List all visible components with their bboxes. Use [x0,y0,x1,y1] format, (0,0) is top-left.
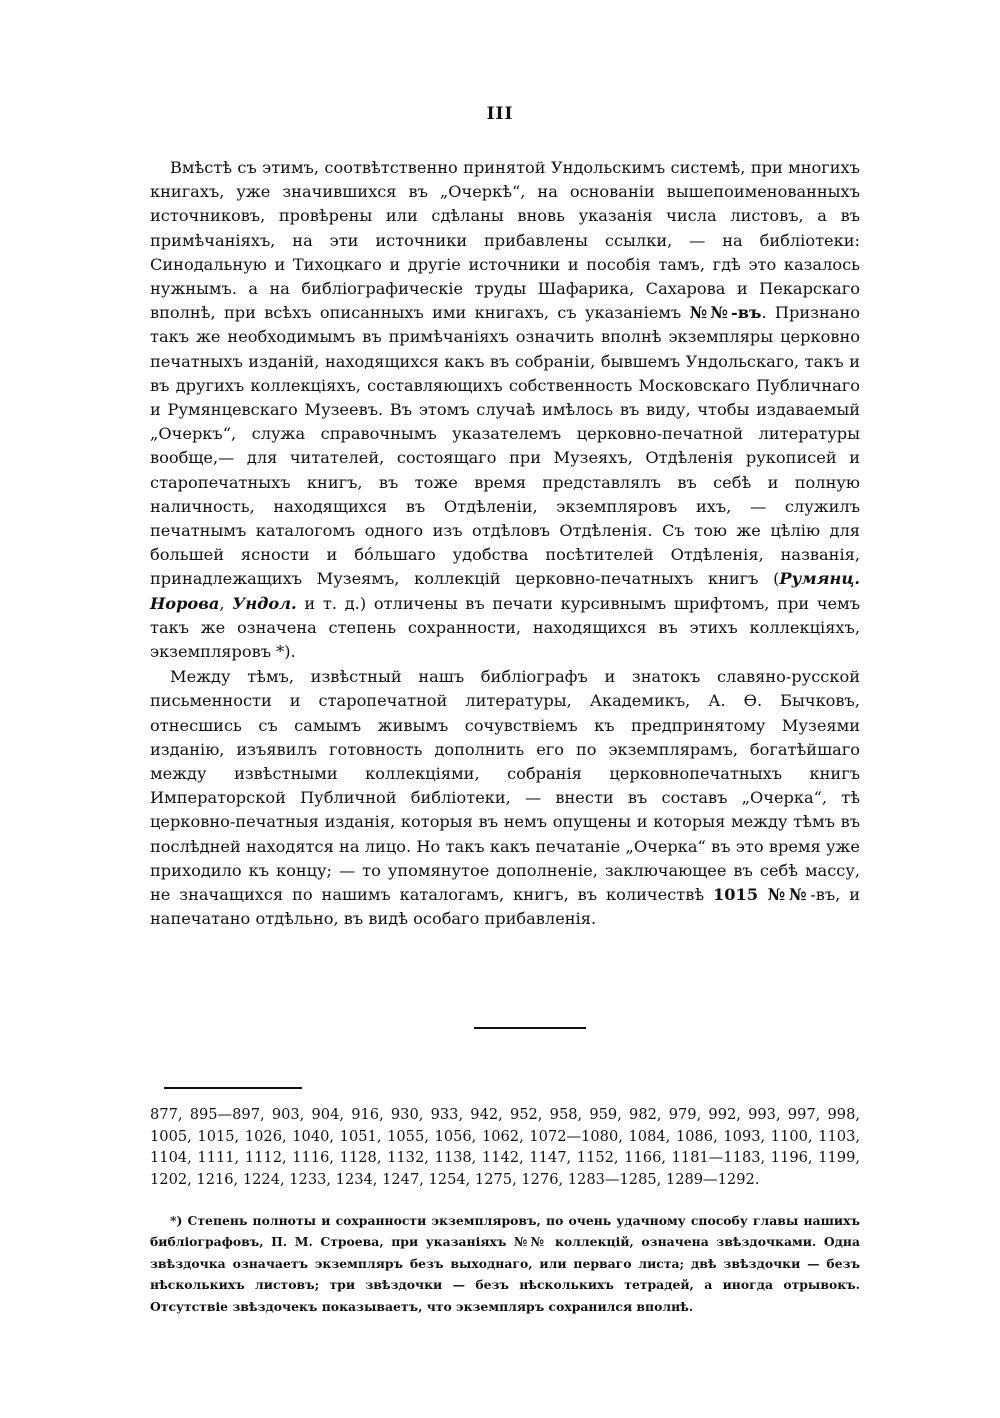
collection-name-undol: Ундол. [232,593,297,613]
footnote-asterisk: *) Степень полноты и сохранности экземпляровъ, по очень удачному способу главы нашихъ библіографовъ, П. М. Строева, при указаніяхъ №№ коллекцій, означена звѣздочками. Одна звѣздочка означаетъ экземпляръ безъ выходнаго, или перваго листа; двѣ звѣздочки — безъ нѣсколькихъ листовъ; три звѣздочки — безъ нѣсколькихъ тетрадей, а иногда отрывокъ. Отсутствіе звѣздочекъ показываетъ, что экземпляръ сохранился вполнѣ. [150,1213,860,1314]
numero-reference: №№-въ [689,303,762,323]
footnote-separator-rule [164,1087,302,1089]
count-1015: 1015 №№ [713,885,811,905]
paragraph-1-text-e: , [219,593,233,613]
section-end-rule [474,1027,586,1029]
collection-name-rumyants-norova: Румянц. Норова [150,569,860,613]
footnote-continuation: 877, 895—897, 903, 904, 916, 930, 933, 942, 952, 958, 959, 982, 979, 992, 993, 997, 998, 1005, 1015, 1026, 1040, 1051, 1055, 1056, 1062, 1072—1080, 1084, 1086, 1093, 1100, 1103, 1104, 1111, 1112, 1116, 1128, 1132, 1138, 1142, 1147, 1152, 1166, 1181—1183, 1196, 1199, 1202, 1216, 1224, 1233, 1234, 1247, 1254, 1275, 1276, 1283—1285, 1289—1292. [150,1106,860,1188]
paragraph-1-text-g: и т. д.) отличены въ печати курсивнымъ шрифтомъ, при чемъ такъ же означена степень сохранности, находящихся въ этихъ коллекціяхъ, экземпляровъ *). [150,593,860,662]
paragraph-1 [150,156,860,664]
main-text [150,156,860,932]
paragraph-1-text-a: Вмѣстѣ съ этимъ, соотвѣтственно принятой Ундольскимъ системѣ, при многихъ книгахъ, уже значившихся въ „Очеркѣ“, на основаніи вышепоименованныхъ источниковъ, провѣрены или сдѣланы вновь указанія числа листовъ, а въ примѣчаніяхъ, на эти источники прибавлены ссылки, — на библіотеки: Синодальную и Тихоцкаго и другіе источники и пособія тамъ, гдѣ это казалось нужнымъ. а на библіографическіе труды Шафарика, Сахарова и Пекарскаго вполнѣ, при всѣхъ описанныхъ ими книгахъ, съ указаніемъ [150,158,860,323]
paragraph-2 [150,665,860,931]
paragraph-2-text-c: -въ, и напечатано отдѣльно, въ видѣ особаго прибавленія. [150,885,860,929]
paragraph-2-text-a: Между тѣмъ, извѣстный нашъ библіографъ и знатокъ славяно-русской письменности и старопечатной литературы, Академикъ, А. Ѳ. Бычковъ, отнесшись съ самымъ живымъ сочувствіемъ къ предпринятому Музеями изданію, изъявилъ готовность дополнить его по экземплярамъ, богатѣйшаго между извѣстными коллекціями, собранія церковнопечатныхъ книгъ Императорской Публичной библіотеки, — внести въ составъ „Очерка“, тѣ церковно-печатныя изданія, которыя въ немъ опущены и которыя между тѣмъ въ послѣдней находятся на лицо. Но такъ какъ печатаніе „Очерка“ въ это время уже приходило къ концу; — то упомянутое дополненіе, заключающее въ себѣ массу, не значащихся по нашимъ каталогамъ, книгъ, въ количествѣ [150,667,860,905]
page-number: III [486,104,514,124]
paragraph-1-text-c: . Признано такъ же необходимымъ въ примѣчаніяхъ означить вполнѣ экземпляры церковно печатныхъ изданій, находящихся какъ въ собраніи, бывшемъ Ундольскаго, такъ и въ другихъ коллекціяхъ, составляющихъ собственность Московскаго Публичнаго и Румянцевскаго Музеевъ. Въ этомъ случаѣ имѣлось въ виду, чтобы издаваемый „Очеркъ“, служа справочнымъ указателемъ церковно-печатной литературы вообще,— для читателей, состоящаго при Музеяхъ, Отдѣленія рукописей и старопечатныхъ книгъ, въ тоже время представлялъ въ себѣ и полную наличность, находящихся въ Отдѣленіи, экземпляровъ ихъ, — служилъ печатнымъ каталогомъ одного изъ отдѣловъ Отдѣленія. Съ тою же цѣлію для большей ясности и бóльшаго удобства посѣтителей Отдѣленія, названія, принадлежащихъ Музеямъ, коллекцій церковно-печатныхъ книгъ ( [150,303,860,589]
